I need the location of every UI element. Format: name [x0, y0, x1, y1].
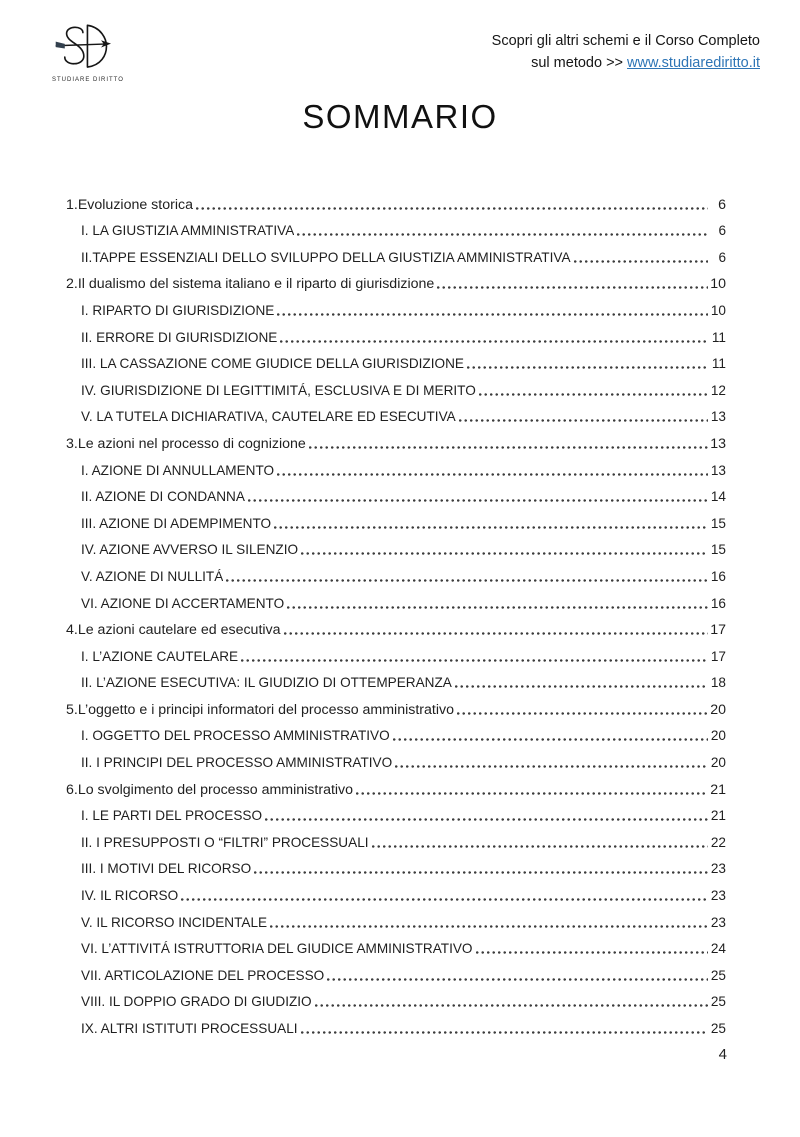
toc-leader-dots — [277, 313, 708, 316]
sd-arrow-logo-icon — [53, 20, 111, 76]
toc-entry-label: V. IL RICORSO INCIDENTALE — [81, 914, 268, 930]
toc-entry-label: VI. L’ATTIVITÁ ISTRUTTORIA DEL GIUDICE AMMINISTRATIVO — [81, 941, 473, 957]
toc-leader-dots — [467, 366, 708, 369]
toc-entry[interactable] — [66, 558, 726, 585]
toc-leader-dots — [280, 340, 708, 343]
toc-entry-page: 13 — [710, 435, 726, 452]
toc-leader-dots — [287, 606, 708, 609]
toc-leader-dots — [226, 579, 708, 582]
toc-entry-page: 10 — [710, 276, 726, 293]
toc-entry-page: 10 — [710, 302, 726, 318]
toc-leader-dots — [297, 233, 708, 236]
toc-leader-dots — [315, 1004, 708, 1007]
toc-entry-page: 17 — [710, 622, 726, 639]
toc-entry-label: III. LA CASSAZIONE COME GIUDICE DELLA GIURISDIZIONE — [81, 356, 464, 372]
header-promo — [492, 30, 760, 74]
toc-leader-dots — [479, 393, 708, 396]
toc-entry[interactable] — [66, 744, 726, 771]
studiare-diritto-logo — [52, 20, 124, 83]
toc-entry[interactable] — [66, 851, 726, 878]
toc-entry-label: 1.Evoluzione storica — [66, 196, 193, 213]
toc-entry[interactable] — [66, 1010, 726, 1037]
logo-caption: STUDIARE DIRITTO — [52, 77, 124, 83]
toc-entry[interactable] — [66, 638, 726, 665]
toc-leader-dots — [248, 499, 708, 502]
table-of-contents — [66, 186, 726, 1037]
toc-entry-label: 5.L’oggetto e i principi informatori del processo amministrativo — [66, 701, 454, 718]
toc-entry-page: 23 — [710, 888, 726, 904]
toc-entry-page: 21 — [710, 808, 726, 824]
toc-entry[interactable] — [66, 931, 726, 958]
toc-leader-dots — [459, 419, 708, 422]
toc-entry[interactable] — [66, 186, 726, 213]
toc-entry-page: 18 — [710, 675, 726, 691]
toc-entry[interactable] — [66, 824, 726, 851]
toc-entry-label: VII. ARTICOLAZIONE DEL PROCESSO — [81, 967, 325, 983]
toc-entry-label: III. AZIONE DI ADEMPIMENTO — [81, 515, 272, 531]
toc-entry-label: I. L’AZIONE CAUTELARE — [81, 648, 239, 664]
toc-entry[interactable] — [66, 346, 726, 373]
toc-leader-dots — [181, 898, 708, 901]
toc-entry-label: VI. AZIONE DI ACCERTAMENTO — [81, 595, 285, 611]
toc-leader-dots — [372, 845, 708, 848]
toc-leader-dots — [574, 260, 708, 263]
toc-entry-label: 6.Lo svolgimento del processo amministrativo — [66, 781, 354, 798]
promo-line2 — [492, 52, 760, 74]
page-number: 4 — [718, 1046, 727, 1063]
toc-entry-label: II. I PRINCIPI DEL PROCESSO AMMINISTRATIVO — [81, 755, 393, 771]
toc-leader-dots — [277, 473, 708, 476]
toc-entry[interactable] — [66, 877, 726, 904]
toc-entry[interactable] — [66, 505, 726, 532]
toc-entry[interactable] — [66, 399, 726, 426]
toc-entry[interactable] — [66, 266, 726, 293]
toc-leader-dots — [265, 818, 708, 821]
promo-line1: Scopri gli altri schemi e il Corso Completo — [491, 33, 760, 49]
toc-entry-label: V. AZIONE DI NULLITÁ — [81, 568, 224, 584]
toc-entry-label: I. LE PARTI DEL PROCESSO — [81, 808, 263, 824]
toc-entry-page: 20 — [710, 728, 726, 744]
toc-entry-label: II. AZIONE DI CONDANNA — [81, 489, 245, 505]
toc-entry-page: 13 — [710, 462, 726, 478]
toc-entry[interactable] — [66, 984, 726, 1011]
toc-entry-label: 2.Il dualismo del sistema italiano e il riparto di giurisdizione — [66, 276, 435, 293]
toc-entry[interactable] — [66, 213, 726, 240]
toc-entry[interactable] — [66, 372, 726, 399]
toc-entry-page: 6 — [718, 196, 726, 213]
promo-link[interactable]: www.studiarediritto.it — [627, 55, 760, 71]
toc-entry-page: 21 — [710, 781, 726, 798]
toc-entry-label: IV. GIURISDIZIONE DI LEGITTIMITÁ, ESCLUSIVA E DI MERITO — [81, 382, 476, 398]
toc-entry-page: 23 — [710, 861, 726, 877]
toc-entry[interactable] — [66, 479, 726, 506]
toc-entry[interactable] — [66, 718, 726, 745]
toc-entry[interactable] — [66, 771, 726, 798]
toc-entry-page: 20 — [710, 701, 726, 718]
toc-entry[interactable] — [66, 585, 726, 612]
toc-entry-label: IV. AZIONE AVVERSO IL SILENZIO — [81, 542, 299, 558]
toc-entry[interactable] — [66, 239, 726, 266]
toc-entry-label: III. I MOTIVI DEL RICORSO — [81, 861, 252, 877]
toc-entry-page: 6 — [718, 223, 726, 239]
toc-entry[interactable] — [66, 957, 726, 984]
toc-leader-dots — [270, 925, 708, 928]
toc-entry-label: IX. ALTRI ISTITUTI PROCESSUALI — [81, 1021, 298, 1036]
toc-leader-dots — [274, 526, 708, 529]
toc-entry[interactable] — [66, 292, 726, 319]
toc-entry-label: II.TAPPE ESSENZIALI DELLO SVILUPPO DELLA GIUSTIZIA AMMINISTRATIVA — [81, 249, 571, 265]
toc-entry[interactable] — [66, 319, 726, 346]
toc-leader-dots — [254, 871, 708, 874]
toc-entry-page: 24 — [710, 941, 726, 957]
toc-entry-label: V. LA TUTELA DICHIARATIVA, CAUTELARE ED ESECUTIVA — [81, 409, 456, 425]
toc-entry-label: I. RIPARTO DI GIURISDIZIONE — [81, 302, 275, 318]
toc-entry-page: 15 — [710, 515, 726, 531]
toc-entry-label: I. LA GIUSTIZIA AMMINISTRATIVA — [81, 223, 295, 239]
toc-leader-dots — [356, 792, 708, 795]
toc-entry[interactable] — [66, 798, 726, 825]
toc-leader-dots — [196, 207, 708, 210]
toc-leader-dots — [437, 286, 708, 289]
toc-entry-label: I. AZIONE DI ANNULLAMENTO — [81, 462, 275, 478]
toc-leader-dots — [393, 738, 708, 741]
toc-entry-page: 25 — [710, 994, 726, 1010]
toc-leader-dots — [241, 659, 708, 662]
toc-leader-dots — [455, 685, 708, 688]
toc-entry-label: IV. IL RICORSO — [81, 888, 179, 904]
toc-entry-label: II. I PRESUPPOSTI O “FILTRI” PROCESSUALI — [81, 834, 369, 850]
toc-leader-dots — [327, 978, 708, 981]
toc-leader-dots — [457, 712, 708, 715]
toc-entry[interactable] — [66, 612, 726, 639]
toc-leader-dots — [395, 765, 708, 768]
toc-leader-dots — [284, 632, 708, 635]
toc-entry[interactable] — [66, 904, 726, 931]
toc-entry-page: 25 — [710, 967, 726, 983]
promo-line2-prefix: sul metodo >> — [531, 55, 628, 71]
toc-entry-page: 22 — [710, 834, 726, 850]
toc-entry[interactable] — [66, 452, 726, 479]
toc-entry-page: 16 — [710, 595, 726, 611]
toc-entry-page: 11 — [711, 329, 726, 345]
toc-entry-page: 17 — [710, 648, 726, 664]
toc-entry[interactable] — [66, 691, 726, 718]
toc-entry-page: 15 — [710, 542, 726, 558]
toc-leader-dots — [476, 951, 708, 954]
toc-leader-dots — [309, 446, 708, 449]
page-title: SOMMARIO — [302, 98, 498, 135]
toc-entry-page: 23 — [710, 914, 726, 930]
toc-entry-label: II. ERRORE DI GIURISDIZIONE — [81, 329, 278, 345]
toc-entry-page: 6 — [718, 249, 726, 265]
toc-leader-dots — [301, 552, 708, 555]
toc-entry-label: 3.Le azioni nel processo di cognizione — [66, 435, 306, 452]
toc-leader-dots — [301, 1031, 708, 1034]
toc-entry-label: I. OGGETTO DEL PROCESSO AMMINISTRATIVO — [81, 728, 390, 744]
toc-entry[interactable] — [66, 425, 726, 452]
toc-entry-page: 20 — [710, 755, 726, 771]
toc-entry-page: 11 — [711, 356, 726, 372]
toc-entry-label: 4.Le azioni cautelare ed esecutiva — [66, 622, 281, 639]
toc-entry-label: VIII. IL DOPPIO GRADO DI GIUDIZIO — [81, 994, 312, 1010]
toc-entry-page: 16 — [710, 568, 726, 584]
toc-entry[interactable] — [66, 665, 726, 692]
toc-entry-page: 14 — [710, 489, 726, 505]
toc-entry-label: II. L’AZIONE ESECUTIVA: IL GIUDIZIO DI OTTEMPERANZA — [81, 675, 452, 691]
toc-entry-page: 13 — [710, 409, 726, 425]
toc-entry-page: 25 — [710, 1021, 726, 1036]
toc-entry[interactable] — [66, 532, 726, 559]
toc-entry-page: 12 — [710, 382, 726, 398]
